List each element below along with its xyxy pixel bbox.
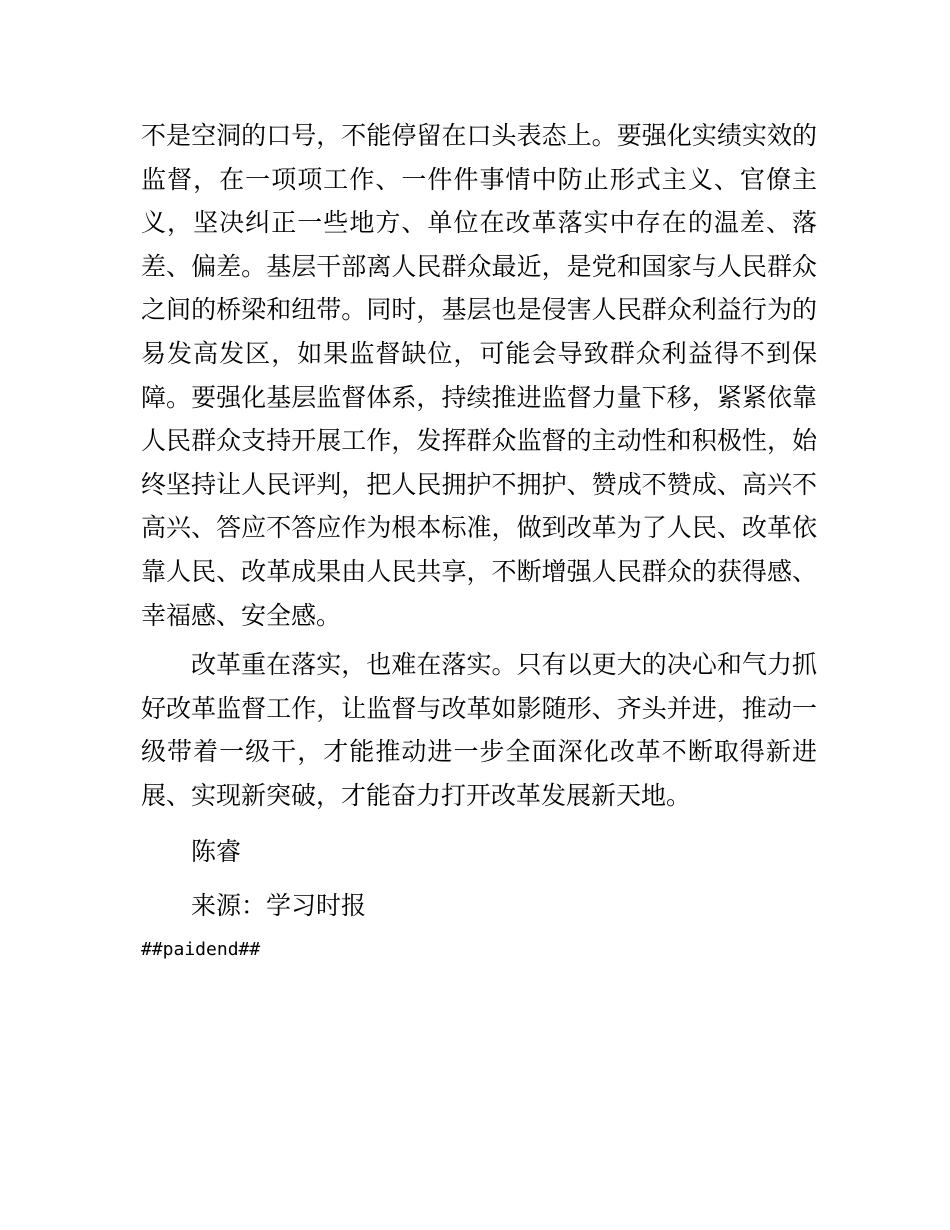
document-body (141, 114, 817, 963)
body-paragraph-1: 不是空洞的口号，不能停留在口头表态上。要强化实绩实效的监督，在一项项工作、一件件事情中防止形式主义、官僚主义，坚决纠正一些地方、单位在改革落实中存在的温差、落差、偏差。基层干部离人民群众最近，是党和国家与人民群众之间的桥梁和纽带。同时，基层也是侵害人民群众利益行为的易发高发区，如果监督缺位，可能会导致群众利益得不到保障。要强化基层监督体系，持续推进监督力量下移，紧紧依靠人民群众支持开展工作，发挥群众监督的主动性和积极性，始终坚持让人民评判，把人民拥护不拥护、赞成不赞成、高兴不高兴、答应不答应作为根本标准，做到改革为了人民、改革依靠人民、改革成果由人民共享，不断增强人民群众的获得感、幸福感、安全感。 (141, 121, 817, 630)
paid-end-marker: ##paidend## (141, 938, 261, 960)
source-line: 来源：学习时报 (191, 891, 367, 921)
body-paragraph-2: 改革重在落实，也难在落实。只有以更大的决心和气力抓好改革监督工作，让监督与改革如影随形、齐头并进，推动一级带着一级干，才能推动进一步全面深化改革不断取得新进展、实现新突破，才能奋力打开改革发展新天地。 (141, 650, 817, 810)
author-line: 陈睿 (191, 836, 242, 866)
